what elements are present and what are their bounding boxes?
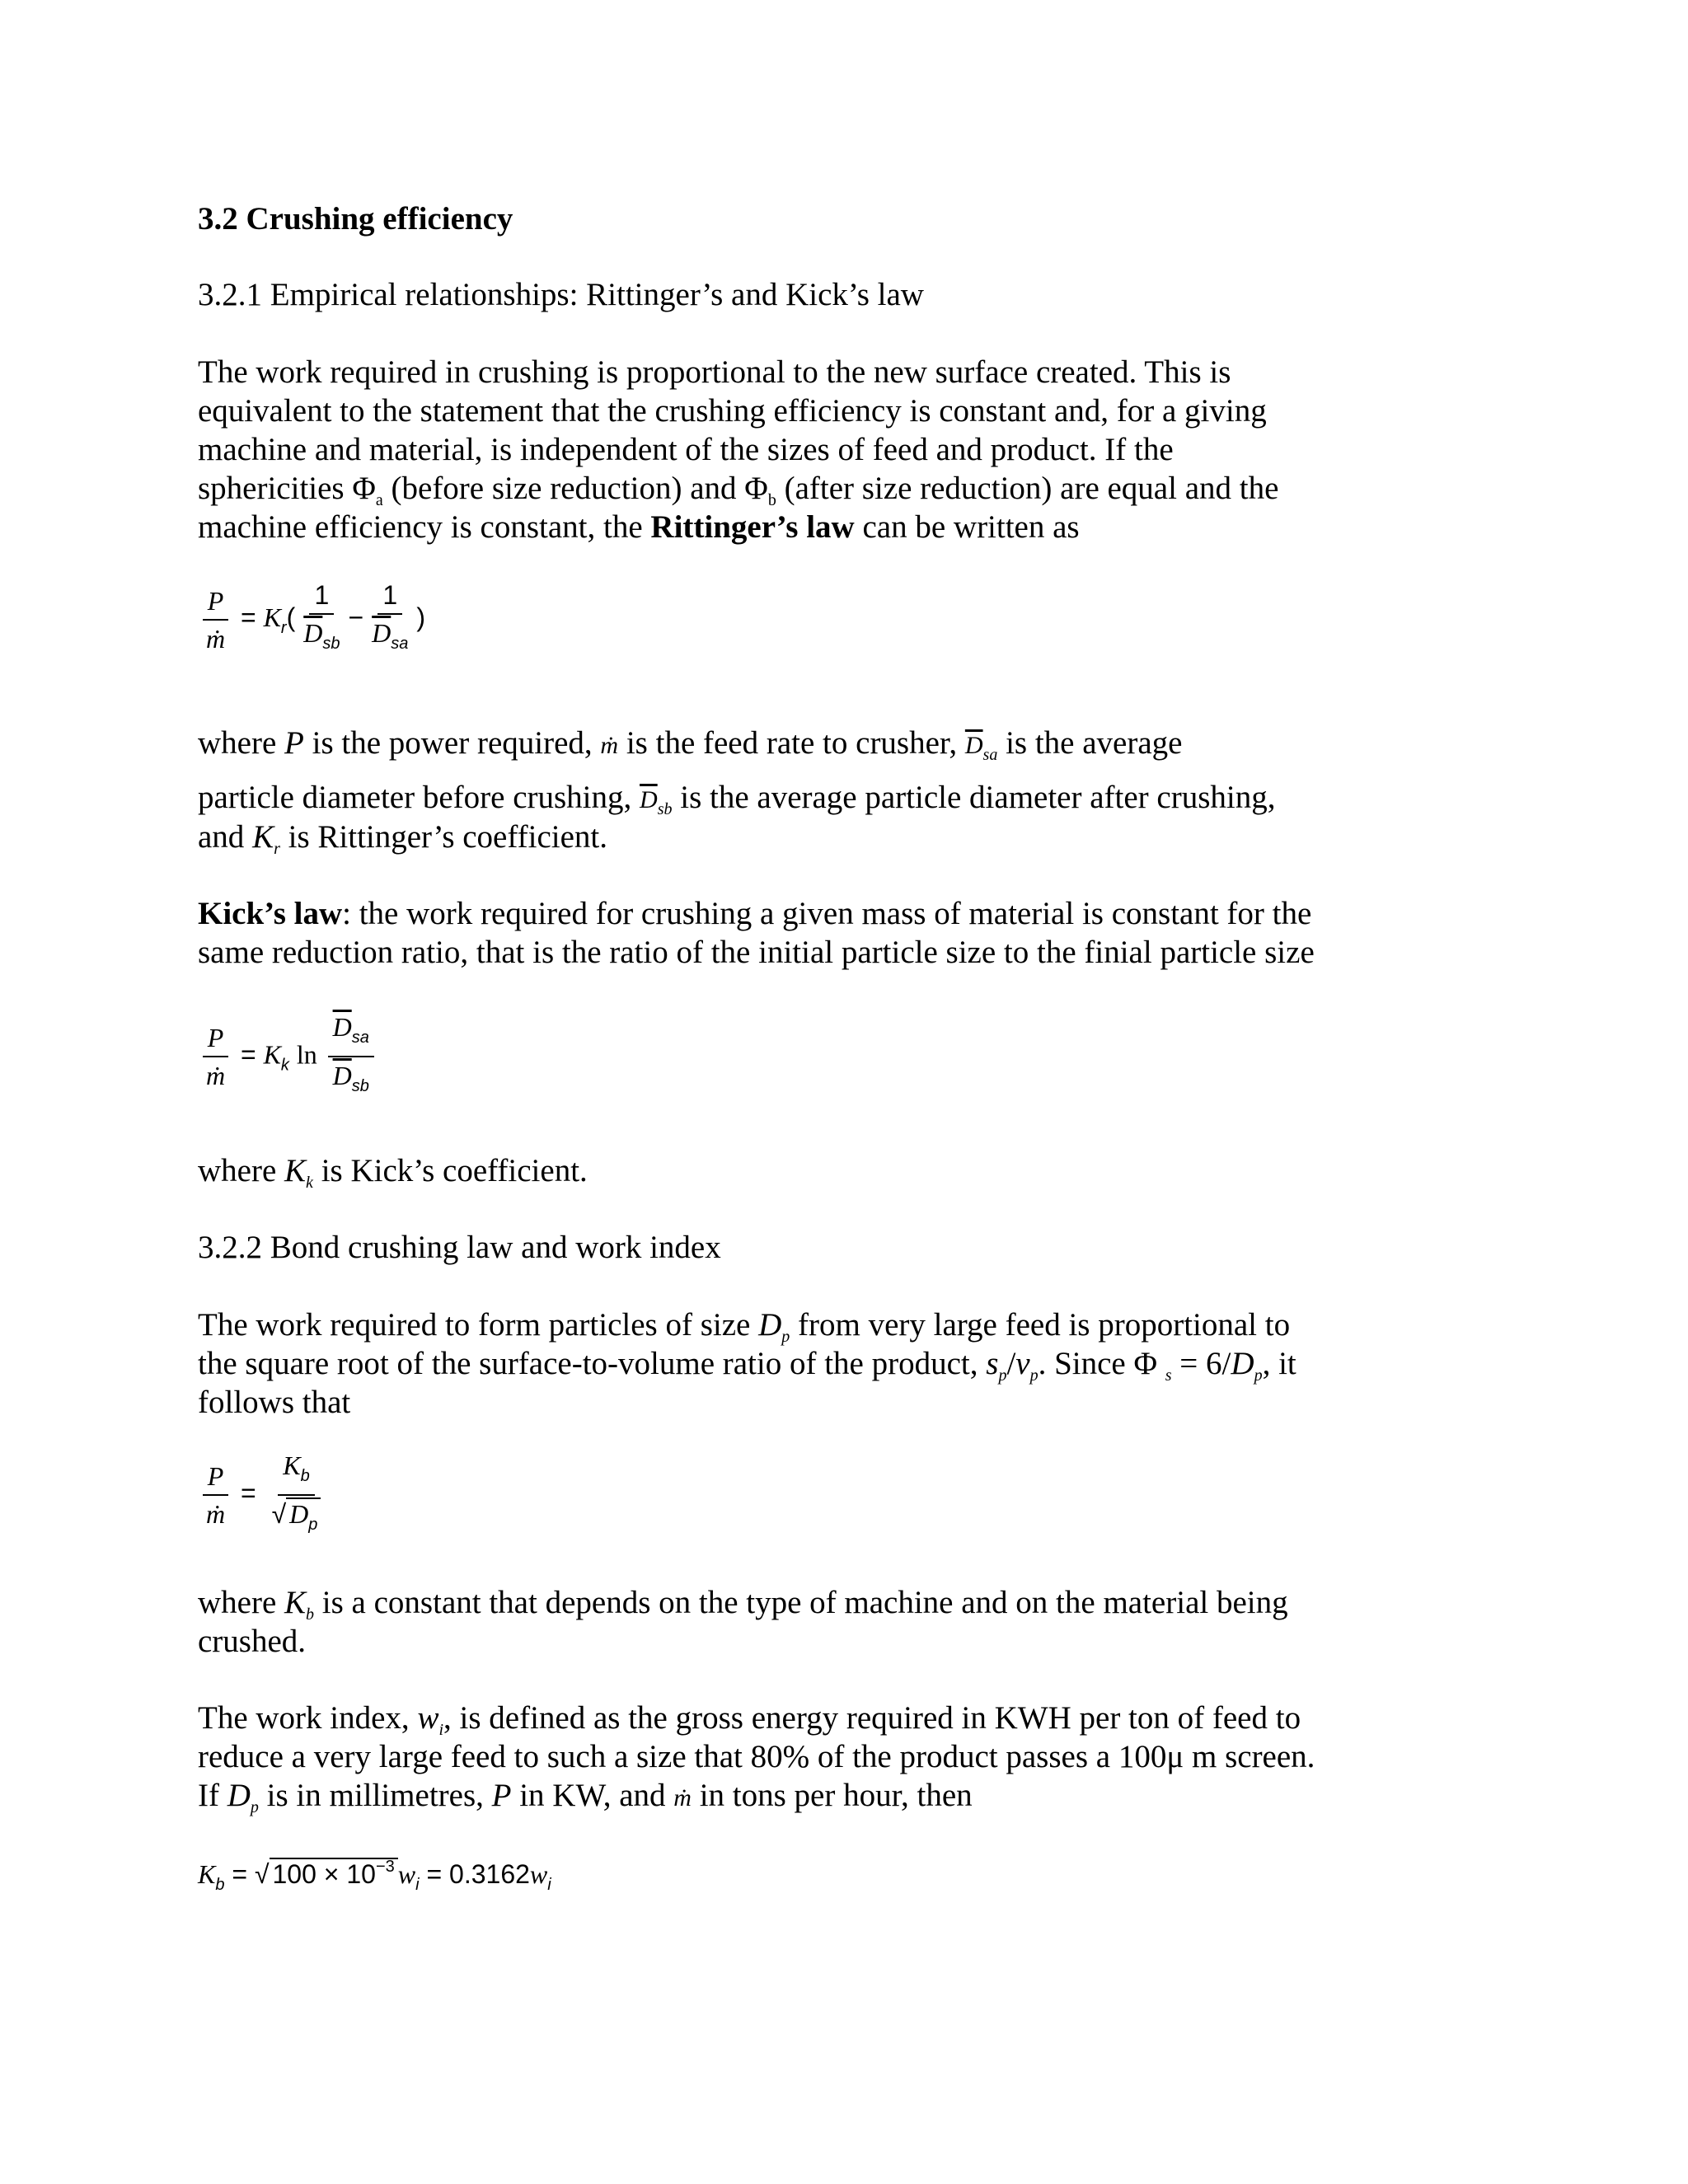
equation-rittinger: $\frac{P}{\text{ṁ}}$ = $K_r$( $\frac{1}{\overline{D}_{sb}}$ − $\frac{1}{\overline{D}_{sa}}$ ) bbox=[198, 577, 425, 662]
document-page: 3.2 Crushing efficiency 3.2.1 Empirical relationships: Rittinger’s and Kick’s law The work required in crushing is proportional to the new surface created. This is equivalent to the statement that the crushing efficiency is constant and, for a giving machine and material, is independent of the sizes of feed and product. If the sphericities $\Phi_a$ (before size reduction) and $\Phi_b$ (after size reduction) are equal and the machine efficiency is constant, the Rittinger’s law can be written as $\frac{P}{\text{ṁ}}$ = $K_r$( $\frac{1}{\overline{D}_{sb}}$ − $\frac{1}{\overline{D}_{sa}}$ ) where P is the power required, ṁ is the feed rate to crusher, $\overline{D}_{sa}$ is the average particle diameter before crushing, $\overline{D}_{sb}$ is the average particle diameter after crushing, and $K_r$ is Rittinger’s coefficient. Kick’s law: the work required for crushing a given mass of material is constant for the same reduction ratio, that is the ratio of the initial particle size to the finial particle size $\frac{P}{\text{ṁ}}$ = $K_k$ ln $\frac{\overline{D}_{sa}}{\overline{D}_{sb}}$ where $K_k$ is Kick’s coefficient. 3.2.2 Bond crushing law and work index The work required to form particles of size $D_p$ from very large feed is proportional to the square root of the surface-to-volume ratio of the product, $s_p/v_p$. Since Φ $_s = 6/D_p$, it follows that $\frac{P}{\text{ṁ}}$ = $\frac{K_b}{√ D_p}$ where $K_b$ is a constant that depends on the type of machine and on the material being crushed. The work index, $w_i$, is defined as the gross energy required in KWH per ton of feed to reduce a very large feed to such a size that 80% of the product passes a 100μ m screen. If $D_p$ is in millimetres, P in KW, and ṁ in tons per hour, then $K_b$ = √ $100 \times 10^{-3}$ $w_i = 0.3162w_i$ bbox=[198, 201, 1315, 1894]
equation-work-index: $K_b$ = √ $100 \times 10^{-3}$ $w_i = 0.3162w_i$ bbox=[198, 1858, 551, 1894]
subsection-heading-bond: 3.2.2 Bond crushing law and work index bbox=[198, 1230, 721, 1265]
equation-kick: $\frac{P}{\text{ṁ}}$ = $K_k$ ln $\frac{\overline{D}_{sa}}{\overline{D}_{sb}}$ bbox=[198, 1009, 377, 1104]
equation-bond: $\frac{P}{\text{ṁ}}$ = $\frac{K_b}{√ D_p}$ bbox=[198, 1447, 329, 1543]
paragraph-kick-coefficient: where $K_k$ is Kick’s coefficient. bbox=[198, 1153, 588, 1192]
kick-law-term: Kick’s law bbox=[198, 896, 343, 931]
rittinger-law-term: Rittinger’s law bbox=[650, 509, 855, 545]
subsection-heading-empirical: 3.2.1 Empirical relationships: Rittinger’s and Kick’s law bbox=[198, 277, 924, 312]
section-heading: 3.2 Crushing efficiency bbox=[198, 201, 513, 237]
